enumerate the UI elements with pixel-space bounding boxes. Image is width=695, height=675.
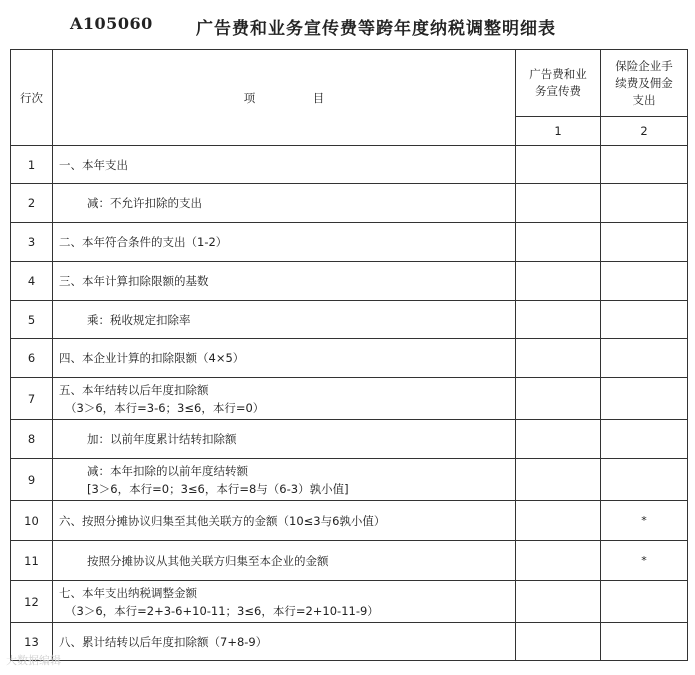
watermark: 大数据编辑 xyxy=(6,654,61,667)
table-row xyxy=(11,339,688,378)
row-col2[interactable] xyxy=(601,581,688,623)
row-no: 1 xyxy=(11,146,53,184)
header-row-no: 行次 xyxy=(11,50,53,146)
row-item: 一、本年支出 xyxy=(53,146,516,184)
row-item xyxy=(53,378,516,420)
row-col2: * xyxy=(601,501,688,541)
header-col1-num: 1 xyxy=(516,117,601,146)
table-row xyxy=(11,623,688,661)
row-col2[interactable] xyxy=(601,459,688,501)
row-col1[interactable] xyxy=(516,581,601,623)
row-col1[interactable] xyxy=(516,501,601,541)
row-col1[interactable] xyxy=(516,459,601,501)
table-row xyxy=(11,459,688,501)
row-col1[interactable] xyxy=(516,262,601,301)
row-col1[interactable] xyxy=(516,420,601,459)
row-col2[interactable] xyxy=(601,223,688,262)
table-row xyxy=(11,146,688,184)
row-item: 六、按照分摊协议归集至其他关联方的金额（10≤3与6孰小值） xyxy=(53,501,516,541)
row-item xyxy=(53,459,516,501)
table-row xyxy=(11,378,688,420)
form-code: A105060 xyxy=(70,14,153,33)
adjustment-table xyxy=(10,49,688,661)
row-item: 二、本年符合条件的支出（1-2） xyxy=(53,223,516,262)
row-no: 9 xyxy=(11,459,53,501)
table-row xyxy=(11,223,688,262)
table-row xyxy=(11,420,688,459)
row-col1[interactable] xyxy=(516,378,601,420)
row-col1[interactable] xyxy=(516,541,601,581)
row-no: 7 xyxy=(11,378,53,420)
row-col1[interactable] xyxy=(516,184,601,223)
row-col1[interactable] xyxy=(516,146,601,184)
row-col2[interactable] xyxy=(601,184,688,223)
row-item: 按照分摊协议从其他关联方归集至本企业的金额 xyxy=(53,541,516,581)
table-row xyxy=(11,581,688,623)
row-no: 10 xyxy=(11,501,53,541)
table-row xyxy=(11,501,688,541)
row-col2[interactable] xyxy=(601,420,688,459)
row-item-line1: 五、本年结转以后年度扣除额 xyxy=(59,382,209,397)
row-item xyxy=(53,581,516,623)
row-col2: * xyxy=(601,541,688,581)
row-item: 加：以前年度累计结转扣除额 xyxy=(53,420,516,459)
header-col2 xyxy=(601,50,688,117)
row-col2[interactable] xyxy=(601,623,688,661)
row-item: 四、本企业计算的扣除限额（4×5） xyxy=(53,339,516,378)
row-col2[interactable] xyxy=(601,378,688,420)
header-row xyxy=(11,50,688,117)
row-col2[interactable] xyxy=(601,146,688,184)
row-col1[interactable] xyxy=(516,223,601,262)
table-row xyxy=(11,301,688,339)
header-item: 项 目 xyxy=(53,50,516,146)
row-item: 三、本年计算扣除限额的基数 xyxy=(53,262,516,301)
row-item-line1: 七、本年支出纳税调整金额 xyxy=(59,585,197,600)
row-no: 11 xyxy=(11,541,53,581)
form-title: 广告费和业务宣传费等跨年度纳税调整明细表 xyxy=(196,19,556,39)
table-row xyxy=(11,262,688,301)
row-item: 减：不允许扣除的支出 xyxy=(53,184,516,223)
table-row xyxy=(11,541,688,581)
header-col2-num: 2 xyxy=(601,117,688,146)
row-col1[interactable] xyxy=(516,339,601,378)
row-item: 八、累计结转以后年度扣除额（7+8-9） xyxy=(53,623,516,661)
row-no: 3 xyxy=(11,223,53,262)
row-no: 12 xyxy=(11,581,53,623)
row-no: 2 xyxy=(11,184,53,223)
title-bar xyxy=(0,0,695,46)
row-no: 8 xyxy=(11,420,53,459)
row-col1[interactable] xyxy=(516,301,601,339)
row-no: 6 xyxy=(11,339,53,378)
row-item-line2: （3＞6，本行=2+3-6+10-11；3≤6，本行=2+10-11-9） xyxy=(65,603,379,618)
row-no: 5 xyxy=(11,301,53,339)
row-item: 乘：税收规定扣除率 xyxy=(53,301,516,339)
header-col1-text: 广告费和业务宣传费 xyxy=(529,67,587,98)
row-item-line2: （3＞6，本行=3-6；3≤6，本行=0） xyxy=(65,400,265,415)
row-no: 13 xyxy=(11,623,53,661)
header-col2-text: 保险企业手续费及佣金支出 xyxy=(615,58,673,107)
row-col2[interactable] xyxy=(601,262,688,301)
row-no: 4 xyxy=(11,262,53,301)
row-item-line2: [3＞6，本行=0；3≤6，本行=8与（6-3）孰小值] xyxy=(87,481,349,496)
row-col2[interactable] xyxy=(601,339,688,378)
row-col2[interactable] xyxy=(601,301,688,339)
row-col1[interactable] xyxy=(516,623,601,661)
row-item-line1: 减：本年扣除的以前年度结转额 xyxy=(87,463,248,478)
table-row xyxy=(11,184,688,223)
header-col1 xyxy=(516,50,601,117)
